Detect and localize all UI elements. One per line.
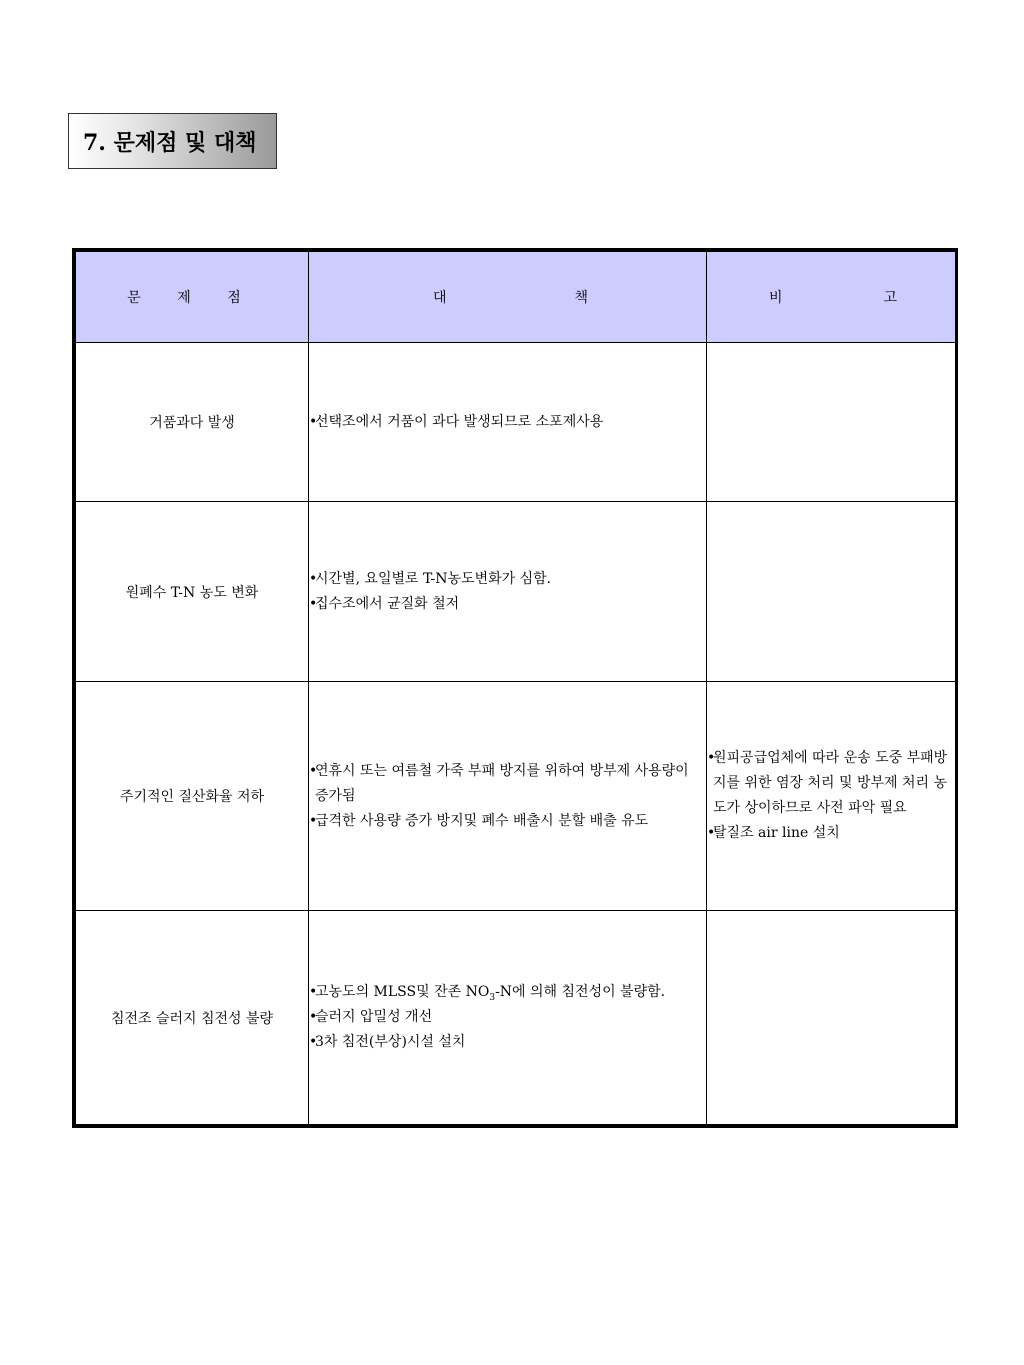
problem-cell: 원폐수 T-N 농도 변화: [76, 502, 309, 682]
header-measure: [309, 252, 707, 343]
problem-cell: 거품과다 발생: [76, 343, 309, 502]
measure-item: [309, 980, 706, 1005]
measure-item: • 집수조에서 균질화 철저: [309, 592, 706, 617]
header-note-label-left: 비: [769, 290, 783, 306]
measure-subscript: 3: [489, 992, 496, 1003]
note-list: [707, 746, 955, 846]
header-measure-label-right: 책: [574, 290, 588, 306]
measure-item: • 급격한 사용량 증가 방지및 폐수 배출시 분할 배출 유도: [309, 809, 706, 834]
measure-cell: [309, 343, 707, 502]
header-note: [707, 252, 956, 343]
table-row: [76, 911, 956, 1125]
problems-table-grid: [75, 251, 956, 1125]
note-cell: [707, 682, 956, 911]
section-title-text: 7. 문제점 및 대책: [83, 129, 257, 156]
measure-list: [309, 410, 706, 435]
table-row: [76, 502, 956, 682]
measure-item: • 선택조에서 거품이 과다 발생되므로 소포제사용: [309, 410, 706, 435]
measure-cell: [309, 682, 707, 911]
note-cell: [707, 911, 956, 1125]
problem-cell: 주기적인 질산화율 저하: [76, 682, 309, 911]
measure-cell: [309, 502, 707, 682]
measure-item: • 슬러지 압밀성 개선: [309, 1005, 706, 1030]
problem-cell: 침전조 슬러지 침전성 불량: [76, 911, 309, 1125]
note-item: • 탈질조 air line 설치: [707, 821, 955, 846]
measure-cell: [309, 911, 707, 1125]
header-problem-label: 문 제 점: [127, 290, 257, 306]
measure-item: • 시간별, 요일별로 T-N농도변화가 심함.: [309, 567, 706, 592]
note-cell: [707, 343, 956, 502]
note-item: • 원피공급업체에 따라 운송 도중 부패방지를 위한 염장 처리 및 방부제 처리 농도가 상이하므로 사전 파악 필요: [707, 746, 955, 821]
note-cell: [707, 502, 956, 682]
table-row: [76, 682, 956, 911]
header-note-label-right: 고: [883, 290, 897, 306]
table-header-row: [76, 252, 956, 343]
header-problem: [76, 252, 309, 343]
measure-text-after-sub: -N에 의해 침전성이 불량함.: [495, 984, 666, 1000]
measure-item: • 3차 침전(부상)시설 설치: [309, 1030, 706, 1055]
measure-list: [309, 980, 706, 1055]
measure-list: [309, 567, 706, 617]
measure-list: [309, 759, 706, 834]
section-title: [68, 113, 277, 169]
measure-item: • 연휴시 또는 여름철 가죽 부패 방지를 위하여 방부제 사용량이 증가됨: [309, 759, 706, 809]
problems-table: [72, 248, 958, 1128]
table-row: [76, 343, 956, 502]
measure-text-before-sub: 고농도의 MLSS및 잔존 NO: [315, 984, 490, 1000]
header-measure-label-left: 대: [433, 290, 447, 306]
